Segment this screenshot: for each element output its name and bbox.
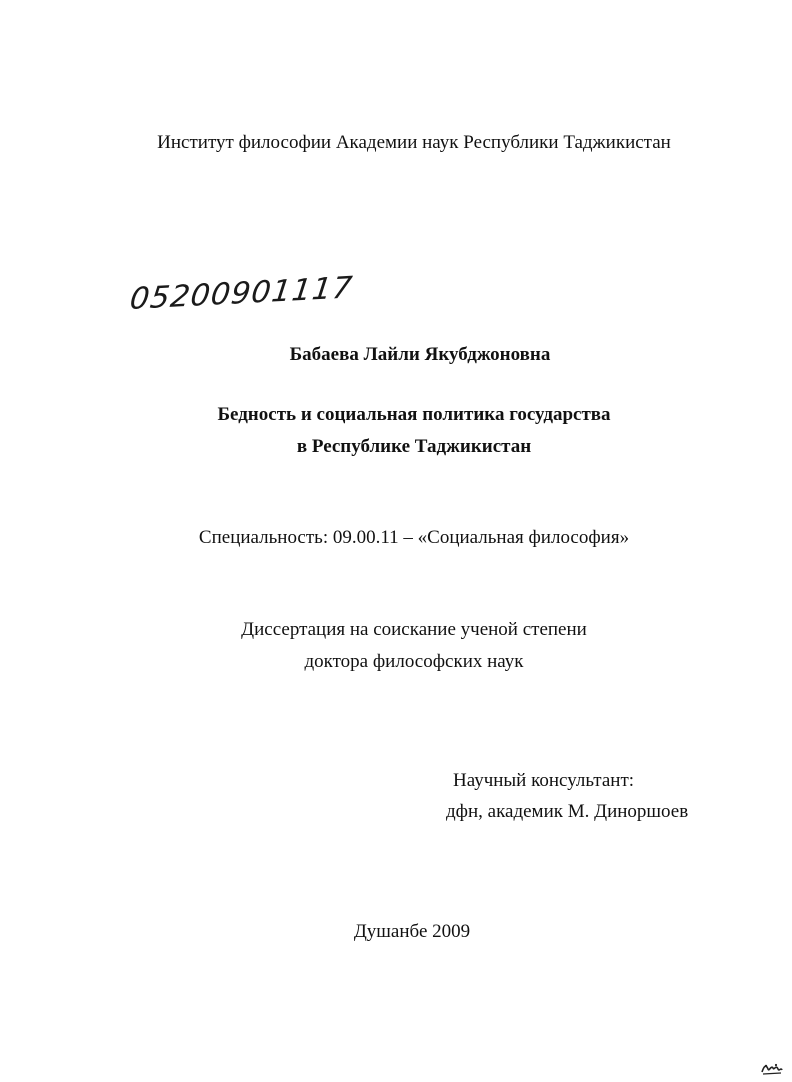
consultant-label: Научный консультант: [453, 770, 635, 791]
library-stamp-icon [760, 1060, 784, 1076]
city-year: Душанбе 2009 [353, 921, 471, 942]
degree-line2: доктора философских наук [304, 651, 524, 672]
consultant-name: дфн, академик М. Диноршоев [446, 801, 689, 822]
dissertation-title-line2: в Республике Таджикистан [296, 436, 532, 457]
dissertation-title-line1: Бедность и социальная политика государства [217, 404, 611, 425]
specialty-line: Специальность: 09.00.11 – «Социальная философия» [198, 527, 630, 548]
handwritten-registration-number: 05200901117 [127, 270, 355, 317]
degree-line1: Диссертация на соискание ученой степени [241, 619, 587, 640]
institute-name: Институт философии Академии наук Республики Таджикистан [157, 132, 671, 153]
author-name: Бабаева Лайли Якубджоновна [289, 344, 551, 365]
